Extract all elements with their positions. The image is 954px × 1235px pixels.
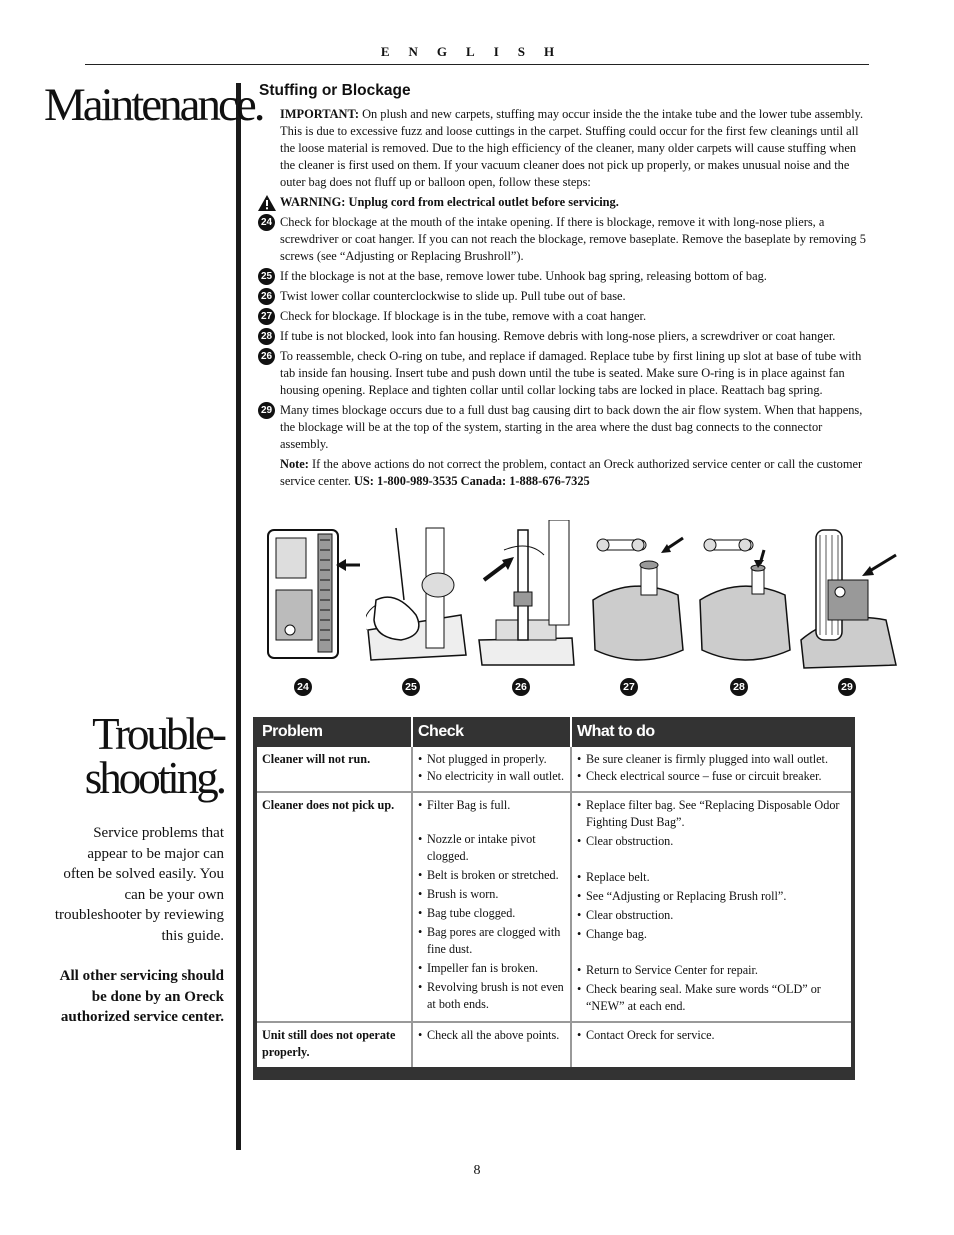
- step-item: [258, 268, 873, 285]
- action-item: • Be sure cleaner is firmly plugged into wall outlet.: [577, 751, 847, 768]
- steps-list: [258, 214, 873, 453]
- step-item: [258, 288, 873, 305]
- step-number-badge: 25: [258, 268, 275, 285]
- figure-27-illustration: [583, 520, 688, 670]
- illustration-strip: [256, 520, 901, 700]
- figure-26-illustration: [474, 520, 579, 670]
- figure-29-illustration: [796, 520, 901, 670]
- maintenance-body: [258, 106, 873, 490]
- step-number-badge: 28: [258, 328, 275, 345]
- check-item: • Filter Bag is full.: [418, 797, 566, 814]
- note-label: Note:: [280, 457, 309, 471]
- table-row: [257, 1022, 851, 1067]
- section-heading: Stuffing or Blockage: [259, 82, 411, 99]
- action-item: • Replace filter bag. See “Replacing Disposable Odor Fighting Dust Bag”.: [577, 797, 847, 831]
- figure-number-badge: 24: [294, 678, 312, 696]
- note-text: If the above actions do not correct the problem, contact an Oreck authorized service center or call the customer service center.: [280, 457, 863, 488]
- problem-cell: Unit still does not operate properly.: [257, 1022, 412, 1067]
- problem-cell: Cleaner will not run.: [257, 747, 412, 792]
- column-header-check: Check: [412, 717, 571, 747]
- step-text: If the blockage is not at the base, remove lower tube. Unhook bag spring, releasing bottom of bag.: [280, 269, 767, 283]
- action-item: • Contact Oreck for service.: [577, 1027, 847, 1044]
- check-item: • Brush is worn.: [418, 886, 566, 903]
- check-item: • Bag tube clogged.: [418, 905, 566, 922]
- figure-28-illustration: [690, 520, 795, 670]
- check-item: • Bag pores are clogged with fine dust.: [418, 924, 566, 958]
- column-header-problem: Problem: [257, 717, 412, 747]
- warning-line: [258, 194, 873, 211]
- vertical-divider: [236, 83, 241, 1150]
- step-item: [258, 308, 873, 325]
- action-item: • Check electrical source – fuse or circuit breaker.: [577, 768, 847, 785]
- check-cell: [412, 1022, 571, 1067]
- figure-number-badge: 25: [402, 678, 420, 696]
- trouble-title-line1: Trouble-: [92, 709, 224, 759]
- step-number-badge: 26: [258, 288, 275, 305]
- problem-cell: Cleaner does not pick up.: [257, 792, 412, 1022]
- check-cell: [412, 792, 571, 1022]
- figure-25-illustration: [366, 520, 471, 670]
- step-number-badge: 27: [258, 308, 275, 325]
- sidebar-intro: Service problems that appear to be major can often be solved easily. You can be your own troubleshooter by reviewing this guide.: [54, 825, 224, 944]
- check-item: • Nozzle or intake pivot clogged.: [418, 831, 566, 865]
- column-header-what-to-do: What to do: [571, 717, 851, 747]
- table-row: [257, 747, 851, 792]
- step-text: Twist lower collar counterclockwise to slide up. Pull tube out of base.: [280, 289, 626, 303]
- important-label: IMPORTANT:: [280, 107, 359, 121]
- step-text: Check for blockage. If blockage is in the tube, remove with a coat hanger.: [280, 309, 647, 323]
- sidebar-bold-note: All other servicing should be done by an Oreck authorized service center.: [59, 968, 224, 1025]
- step-number-badge: 26: [258, 348, 275, 365]
- action-item: • Return to Service Center for repair.: [577, 962, 847, 979]
- check-item: • Belt is broken or stretched.: [418, 867, 566, 884]
- step-item: [258, 328, 873, 345]
- step-item: [258, 214, 873, 265]
- action-cell: [571, 747, 851, 792]
- action-item: • See “Adjusting or Replacing Brush roll”.: [577, 888, 847, 905]
- troubleshooting-title: [24, 709, 224, 803]
- step-number-badge: 29: [258, 402, 275, 419]
- page-number: 8: [473, 1163, 481, 1178]
- action-cell: [571, 1022, 851, 1067]
- figure-number-badge: 28: [730, 678, 748, 696]
- action-cell: [571, 792, 851, 1022]
- maintenance-title: Maintenance.: [44, 79, 263, 131]
- table-row: [257, 792, 851, 1022]
- action-item: • Check bearing seal. Make sure words “OLD” or “NEW” at each end.: [577, 981, 847, 1015]
- warning-icon: [258, 195, 276, 211]
- check-item: • Revolving brush is not even at both ends.: [418, 979, 566, 1013]
- check-cell: [412, 747, 571, 792]
- header-rule: [85, 64, 869, 65]
- step-number-badge: 24: [258, 214, 275, 231]
- check-item: • Impeller fan is broken.: [418, 960, 566, 977]
- trouble-title-line2: shooting.: [84, 753, 224, 803]
- step-text: If tube is not blocked, look into fan housing. Remove debris with long-nose pliers, a screwdriver or coat hanger.: [280, 329, 836, 343]
- step-item: [258, 402, 873, 453]
- header-language: ENGLISH: [380, 44, 574, 59]
- check-item: • No electricity in wall outlet.: [418, 768, 566, 785]
- note-phones: US: 1-800-989-3535 Canada: 1-888-676-7325: [353, 474, 590, 488]
- important-paragraph: [280, 106, 873, 191]
- note-paragraph: [280, 456, 873, 490]
- warning-text: WARNING: Unplug cord from electrical outlet before servicing.: [280, 195, 619, 209]
- step-text: Check for blockage at the mouth of the intake opening. If there is blockage, remove it with long-nose pliers, a screwdriver or coat hanger. If you can not reach the blockage, remove baseplate. Remove the baseplate by removing 5 screws (see “Adjusting or Replacing Brushroll”).: [280, 215, 866, 263]
- step-text: To reassemble, check O-ring on tube, and replace if damaged. Replace tube by first lining up slot at base of tube with tab inside fan housing. Insert tube and push down until the tube is seated. Make sure O-ring is in place against fan housing opening. Replace and tighten collar until collar locking tabs are locked in place. Reattach bag spring.: [280, 349, 862, 397]
- action-item: • Clear obstruction.: [577, 833, 847, 850]
- troubleshooting-table: [253, 717, 855, 1080]
- action-item: • Change bag.: [577, 926, 847, 943]
- step-text: Many times blockage occurs due to a full dust bag causing dirt to back down the air flow system. When that happens, the blockage will be at the top of the system, starting in the area where the dust bag connects to the connector assembly.: [280, 403, 863, 451]
- action-item: • Replace belt.: [577, 869, 847, 886]
- figure-number-badge: 26: [512, 678, 530, 696]
- step-item: [258, 348, 873, 399]
- figure-number-badge: 27: [620, 678, 638, 696]
- figure-24-illustration: [260, 520, 365, 670]
- important-text: On plush and new carpets, stuffing may occur inside the the intake tube and the lower tube assembly. This is due to excessive fuzz and loose cuttings in the carpet. Stuffing could occur for the first few cleanings until all the loose material is removed. Due to the high efficiency of the cleaner, many older carpets will cause stuffing when the cleaner is first used on them. If your vacuum cleaner does not pick up properly, or makes unusual noise and the outer bag does not fluff up or balloon open, follow these steps:: [280, 107, 864, 189]
- check-item: • Not plugged in properly.: [418, 751, 566, 768]
- figure-number-badge: 29: [838, 678, 856, 696]
- action-item: • Clear obstruction.: [577, 907, 847, 924]
- check-item: • Check all the above points.: [418, 1027, 566, 1044]
